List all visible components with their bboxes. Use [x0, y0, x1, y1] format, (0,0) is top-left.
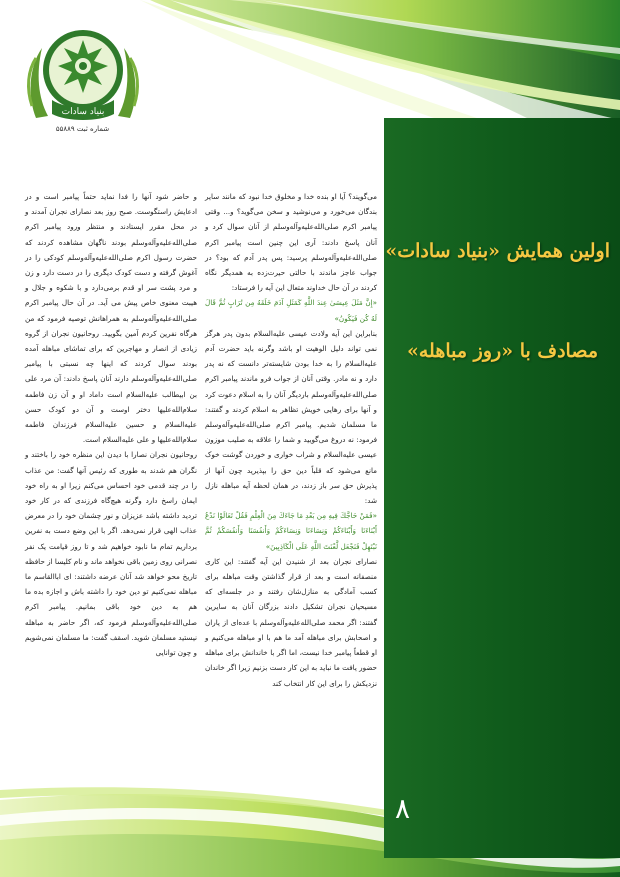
page-number: ۸ — [395, 792, 411, 825]
quran-verse: «إِنَّ مَثَلَ عِيسَىٰ عِندَ اللَّهِ كَمَثَلِ آدَمَ خَلَقَهُ مِن تُرَابٍ ثُمَّ قَالَ لَهُ كُن فَيَكُونُ» — [205, 298, 377, 323]
paragraph: بنابراین این آیه ولادت عیسی علیه‌السلام بدون پدر هرگز نمی تواند دلیل الوهیت او باشد وگرنه باید حضرت آدم علیه‌السلام را به خدا بودن شایسته‌تر دانست که نه پدر دارد و نه مادر. وقتی آنان از جواب فرو ماندند پیامبر اکرم صلی‌الله‌علیه‌وآله‌وسلم باردیگر آنان را به اسلام دعوت کرد و آنها برای رهایی خویش تظاهر به اسلام کردند و گفتند: ما مسلمان شدیم. پیامبر اکرم صلی‌الله‌علیه‌وآله‌وسلم فرمود: نه دروغ می‌گویید و شما را علاقه به صلیب موزون عیسی علیه‌السلام و شراب خواری و خوردن گوشت خوک مانع می‌شود که قلباً دین حق را بپذیرید چون آنها از پذیرش حق سر باز زدند، در همان لحظه آیه مباهله نازل شد: — [205, 328, 377, 506]
text-column-left — [25, 189, 197, 660]
logo-name: بنیاد سادات — [61, 107, 105, 117]
paragraph: می‌گویند؟ آیا او بنده خدا و مخلوق خدا نبود که مانند سایر بندگان می‌خورد و می‌نوشید و سخن می‌گوید؟ و... وقتی پیامبر اکرم صلی‌الله‌علیه‌وآله‌وسلم از آنان سوال کرد و آنان پاسخ دادند: آری این چنین است پیامبر اکرم صلی‌الله‌علیه‌وآله‌وسلم پرسید: پس پدر آدم که بود؟ در جواب عاجز ماندند با حالتی حیرت‌زده به همدیگر نگاه کردند در آن حال خداوند متعال این آیه را فرستاد: — [205, 192, 377, 293]
green-side-panel — [384, 118, 620, 858]
bonyad-sadat-logo — [22, 18, 144, 130]
title-line-2: مصادف با «روز مباهله» — [407, 340, 598, 362]
registration-number: شماره ثبت ۵۵۸۸۹ — [55, 125, 110, 133]
quran-verse: «فَمَنْ حَاجَّكَ فِيهِ مِن بَعْدِ مَا جَاءَكَ مِنَ الْعِلْمِ فَقُلْ تَعَالَوْا نَدْعُ أَبْنَاءَنَا وَأَبْنَاءَكُمْ وَنِسَاءَنَا وَنِسَاءَكُمْ وَأَنفُسَنَا وَأَنفُسَكُمْ ثُمَّ نَبْتَهِلْ فَنَجْعَل لَّعْنَتَ اللَّهِ عَلَى الْكَاذِبِينَ» — [205, 511, 377, 551]
paragraph: نصارای نجران بعد از شنیدن این آیه گفتند: این کاری منصفانه است و بعد از قرار گذاشتن وقت مباهله برای کسب آمادگی به منازل‌شان رفتند و در جلسه‌ای که مسیحیان نجران تشکیل دادند بزرگان آنان به سایرین گفتند: اگر محمد صلی‌الله‌علیه‌وآله‌وسلم با عده‌ای از یاران و اصحابش برای مباهله آمد ما هم با او مباهله می‌کنیم و او قطعاً پیامبر خدا نیست، اما اگر با خاندانش برای مباهله حضور یافت ما نباید به این کار دست بزنیم زیرا اگر خاندان نزدیکش را برای این کار انتخاب کند — [205, 556, 377, 688]
paragraph: و حاضر شود آنها را فدا نماید حتماً پیامبر است و در ادعایش راستگوست. صبح روز بعد نصارای نجران آمدند و در محل مقرر ایستادند و منتظر ورود پیامبر اکرم صلی‌الله‌علیه‌وآله‌وسلم بودند ناگهان مشاهده کردند که حضرت رسول اکرم صلی‌الله‌علیه‌وآله‌وسلم کودکی را در آغوش گرفته و دست کودک دیگری را در دست دارد و زن و مرد پشت سر او قدم برمی‌دارد و با شکوه و جلال و هیبت معنوی خاص پیش می آید. در آن حال پیامبر اکرم صلی‌الله‌علیه‌وآله‌وسلم به همراهانش توصیه فرمود که من هرگاه نفرین کردم آمین بگویید. روحانیون نجران از گروه زیادی از انصار و مهاجرین که برای تماشای مباهله آمده بودند سوال کردند که اینها چه نسبتی با پیامبر صلی‌الله‌علیه‌وآله‌وسلم دارند آنان پاسخ دادند: آن مرد علی بن ابیطالب علیه‌السلام است داماد او و آن زن فاطمه سلام‌الله‌علیها دختر اوست و آن دو کودک حسن علیه‌السلام و حسین علیه‌السلام فرزندان فاطمه سلام‌الله‌علیها و علی علیه‌السلام است. — [25, 192, 197, 445]
paragraph: روحانیون نجران نصارا با دیدن این منظره خود را باختند و نگران هم شدند به طوری که رئیس آنها گفت: من عذاب را در چند قدمی خود احساس می‌کنم زیرا او به راه خود ایمان راسخ دارد وگرنه هیچ‌گاه فرزندی که در کار خود تردید داشته باشد عزیزان و نور چشمان خود را در معرض عذاب الهی قرار نمی‌دهد. اگر با این وضع دست به نفرین برداریم تمام ما نابود خواهیم شد و تا روز قیامت یک نفر نصرانی روی زمین باقی نخواهد ماند و نام کلیسا از حافظه تاریخ محو خواهد شد آنان عرضه داشتند: ای اباالقاسم ما مباهله نمی‌کنیم تو دین خود را داشته باش و اجازه بده ما هم به دین خود باقی بمانیم. پیامبر اکرم صلی‌الله‌علیه‌وآله‌وسلم فرمود که، اگر حاضر به مباهله نیستید مسلمان شوید. اسقف گفت: ما مسلمان نمی‌شویم و چون توانایی — [25, 450, 197, 658]
title-line-1: اولین همایش «بنیاد سادات» — [385, 240, 610, 262]
text-column-right — [205, 189, 377, 691]
